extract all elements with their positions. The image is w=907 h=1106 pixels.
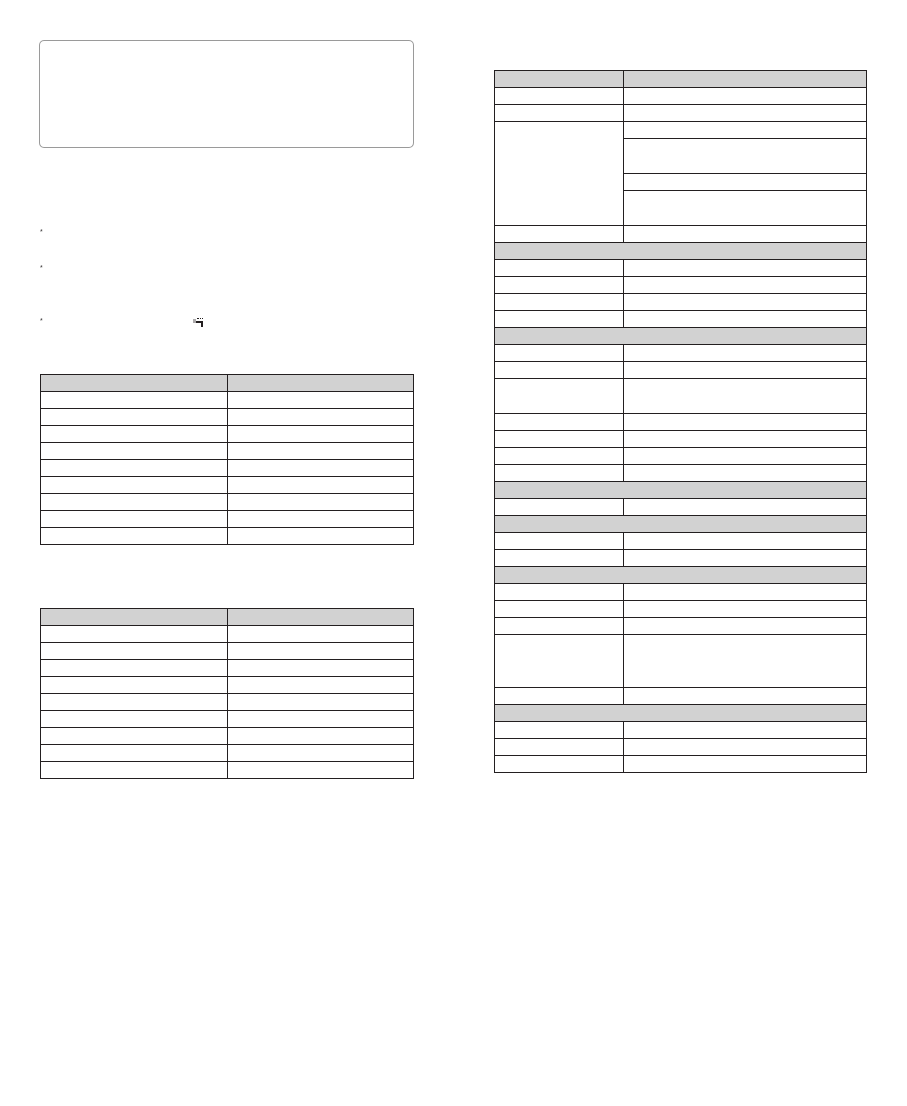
table-cell-value: [624, 139, 867, 174]
table-cell-label: [41, 643, 228, 660]
table-row: [41, 511, 414, 528]
table-cell-value: [228, 511, 414, 528]
section-title-cell: [495, 482, 867, 499]
table-row: [41, 494, 414, 511]
table-cell-label: [495, 379, 624, 414]
table-cell-label: [495, 722, 624, 739]
table-cell-label: [495, 584, 624, 601]
table-cell-label: [495, 533, 624, 550]
table-cell-label: [41, 528, 228, 545]
table-cell-label: [495, 465, 624, 482]
table-cell-value: [624, 105, 867, 122]
table-cell-value: [624, 635, 867, 688]
table-row: [41, 762, 414, 779]
spec-table-c: [494, 70, 867, 773]
table-row: [41, 643, 414, 660]
table-header-row: [495, 71, 867, 88]
table-cell-value: [624, 550, 867, 567]
table-cell-value: [228, 392, 414, 409]
table-cell-label: [41, 660, 228, 677]
table-header-row: [41, 375, 414, 392]
table-row: [495, 448, 867, 465]
table-cell-label: [495, 688, 624, 705]
table-cell-value: [624, 294, 867, 311]
table-cell-label: [41, 494, 228, 511]
table-cell-value: [228, 694, 414, 711]
table-section-row: [495, 328, 867, 345]
table-cell-value: [624, 88, 867, 105]
table-cell-value: [228, 762, 414, 779]
table-cell-value: [624, 71, 867, 88]
table-cell-value: [228, 643, 414, 660]
table-cell-label: [41, 762, 228, 779]
table-header-row: [41, 609, 414, 626]
table-cell-label: [41, 626, 228, 643]
spec-table-b: [40, 608, 414, 779]
table-row: [495, 533, 867, 550]
table-cell-label: [495, 88, 624, 105]
section-title-cell: [495, 516, 867, 533]
table-cell-label: [495, 756, 624, 773]
table-cell-value: [624, 533, 867, 550]
table-cell-label: [495, 431, 624, 448]
table-cell-value: [624, 414, 867, 431]
table-cell-value: [624, 499, 867, 516]
table-cell-value: [624, 584, 867, 601]
table-cell-value: [228, 528, 414, 545]
table-cell-label: [41, 426, 228, 443]
table-row: [495, 260, 867, 277]
table-row: [495, 584, 867, 601]
table-cell-value: [624, 601, 867, 618]
section-title-cell: [495, 705, 867, 722]
table-row: [41, 626, 414, 643]
table-row: [495, 379, 867, 414]
table-cell-value: [228, 460, 414, 477]
table-row: [41, 409, 414, 426]
table-cell-value: [228, 728, 414, 745]
table-cell-label: [495, 294, 624, 311]
table-cell-label: [495, 635, 624, 688]
table-cell-value: [624, 379, 867, 414]
table-cell-value: [228, 626, 414, 643]
table-row: [495, 345, 867, 362]
table-cell-label: [495, 260, 624, 277]
table-cell-value: [228, 375, 414, 392]
table-cell-value: [228, 677, 414, 694]
table-cell-value: [624, 756, 867, 773]
table-row: [495, 88, 867, 105]
table-section-row: [495, 482, 867, 499]
table-cell-label: [41, 392, 228, 409]
table-row: [495, 465, 867, 482]
table-section-row: [495, 516, 867, 533]
table-row: [495, 414, 867, 431]
table-row: [495, 105, 867, 122]
table-row: [495, 688, 867, 705]
table-row: [41, 694, 414, 711]
table-row: [495, 601, 867, 618]
table-cell-label: [495, 499, 624, 516]
section-title-cell: [495, 328, 867, 345]
table-cell-label: [495, 311, 624, 328]
table-cell-label: [495, 739, 624, 756]
table-cell-label: [495, 226, 624, 243]
table-cell-label: [495, 71, 624, 88]
table-cell-label: [41, 745, 228, 762]
table-row: [495, 311, 867, 328]
table-cell-value: [624, 191, 867, 226]
table-row: [41, 426, 414, 443]
table-cell-value: [228, 443, 414, 460]
bullet-marker-3: *: [40, 318, 43, 325]
table-cell-value: [228, 660, 414, 677]
table-cell-value: [624, 226, 867, 243]
table-row: [41, 460, 414, 477]
table-row: [495, 431, 867, 448]
bullet-marker-1: *: [40, 229, 43, 236]
table-row: [41, 392, 414, 409]
table-cell-label: [41, 477, 228, 494]
spec-table-a: [40, 374, 414, 545]
table-cell-value: [624, 345, 867, 362]
table-cell-value: [624, 618, 867, 635]
table-cell-label: [41, 677, 228, 694]
table-cell-label: [41, 711, 228, 728]
table-cell-label: [495, 448, 624, 465]
table-cell-value: [624, 739, 867, 756]
table-cell-label: [41, 609, 228, 626]
table-row: [495, 294, 867, 311]
table-row: [41, 745, 414, 762]
table-row: [495, 618, 867, 635]
table-cell-value: [624, 277, 867, 294]
table-cell-label: [41, 728, 228, 745]
table-row: [495, 362, 867, 379]
table-cell-label: [41, 375, 228, 392]
table-cell-label: [495, 122, 624, 226]
table-cell-label: [495, 550, 624, 567]
table-cell-label: [495, 618, 624, 635]
table-row: [41, 477, 414, 494]
bullet-marker-2: *: [40, 265, 43, 272]
table-row: [41, 660, 414, 677]
table-cell-value: [228, 494, 414, 511]
table-cell-label: [41, 409, 228, 426]
table-cell-label: [41, 511, 228, 528]
table-cell-value: [228, 477, 414, 494]
table-cell-label: [495, 105, 624, 122]
table-cell-value: [228, 609, 414, 626]
table-cell-value: [624, 688, 867, 705]
table-cell-value: [624, 311, 867, 328]
table-row: [495, 550, 867, 567]
table-cell-value: [624, 722, 867, 739]
table-row: [41, 443, 414, 460]
table-cell-value: [624, 362, 867, 379]
table-cell-value: [624, 431, 867, 448]
table-cell-value: [624, 260, 867, 277]
table-cell-label: [495, 362, 624, 379]
table-row: [41, 728, 414, 745]
table-row: [495, 756, 867, 773]
table-cell-value: [624, 174, 867, 191]
table-cell-value: [624, 465, 867, 482]
table-cell-label: [41, 694, 228, 711]
section-title-cell: [495, 567, 867, 584]
table-cell-label: [495, 277, 624, 294]
table-row: [495, 499, 867, 516]
table-cell-value: [228, 745, 414, 762]
table-cell-label: [495, 414, 624, 431]
section-title-cell: [495, 243, 867, 260]
table-row: [495, 226, 867, 243]
table-row: [41, 528, 414, 545]
table-row: [495, 739, 867, 756]
table-row: [495, 122, 867, 139]
spray-nozzle-icon: [192, 316, 206, 328]
table-row: [41, 711, 414, 728]
table-cell-value: [228, 426, 414, 443]
table-row: [495, 635, 867, 688]
table-cell-label: [41, 443, 228, 460]
table-row: [495, 277, 867, 294]
notice-box: [39, 40, 414, 148]
table-cell-label: [495, 601, 624, 618]
table-section-row: [495, 243, 867, 260]
table-cell-value: [228, 711, 414, 728]
table-cell-label: [41, 460, 228, 477]
table-cell-value: [624, 122, 867, 139]
table-row: [41, 677, 414, 694]
table-section-row: [495, 567, 867, 584]
table-cell-value: [624, 448, 867, 465]
table-cell-value: [228, 409, 414, 426]
table-section-row: [495, 705, 867, 722]
table-cell-label: [495, 345, 624, 362]
table-row: [495, 722, 867, 739]
